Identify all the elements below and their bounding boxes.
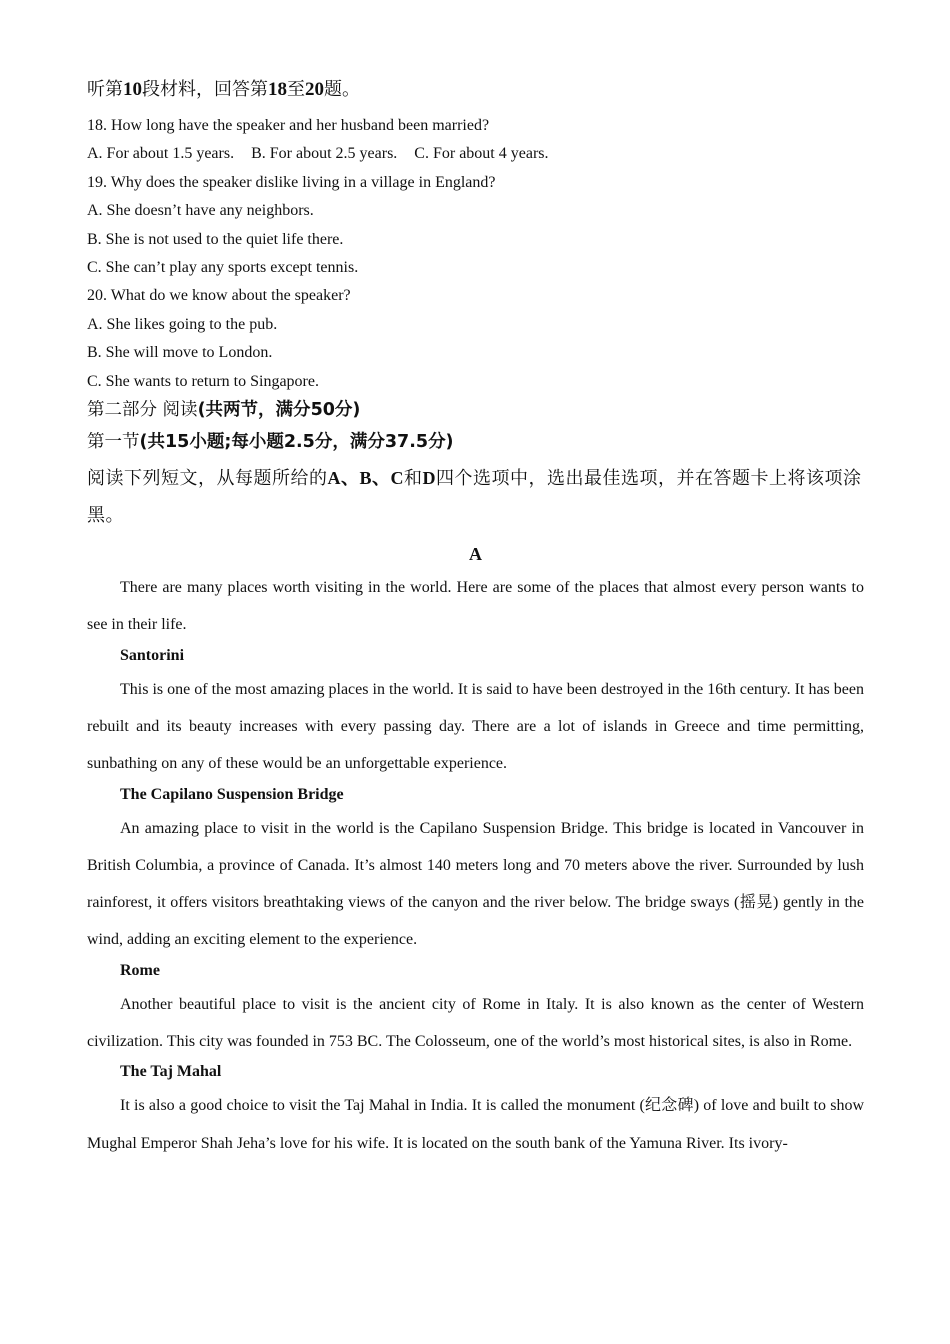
question-stem: 20. What do we know about the speaker?: [87, 287, 351, 305]
listening-heading: 听第10段材料，回答第18至20题。: [87, 79, 360, 100]
option-b[interactable]: B. She will move to London.: [87, 344, 273, 362]
question-stem: 19. Why does the speaker dislike living in a village in England?: [87, 173, 496, 191]
option-a[interactable]: A. She doesn’t have any neighbors.: [87, 202, 314, 220]
place-heading-taj-mahal: The Taj Mahal: [120, 1063, 222, 1081]
option-b[interactable]: B. She is not used to the quiet life there.: [87, 230, 344, 248]
reading-instruction: 阅读下列短文，从每题所给的A、B、C和D四个选项中，选出最佳选项，并在答题卡上将该项涂黑。: [87, 468, 862, 527]
passage-letter: A: [469, 544, 482, 565]
place-heading-santorini: Santorini: [120, 646, 185, 664]
question-19: [87, 169, 864, 283]
option-row: [87, 140, 864, 168]
passage-intro: There are many places worth visiting in the world. Here are some of the places that almost every person wants to see in their life.: [87, 579, 864, 634]
option-b[interactable]: B. For about 2.5 years.: [251, 145, 398, 163]
question-18: [87, 112, 864, 169]
question-stem: 18. How long have the speaker and her husband been married?: [87, 117, 490, 134]
document-page: [87, 78, 864, 1162]
option-a[interactable]: A. She likes going to the pub.: [87, 315, 278, 333]
question-20: [87, 282, 864, 396]
option-c[interactable]: C. For about 4 years.: [414, 145, 549, 163]
section-title: 第一节(共15小题;每小题2.5分，满分37.5分): [87, 432, 454, 453]
place-text-taj-mahal: It is also a good choice to visit the Taj Mahal in India. It is called the monument (纪念碑) of love and built to show Mughal Emperor Shah Jeha’s love for his wife. It is located on the south bank of the Yamuna River. Its ivory-: [87, 1097, 864, 1152]
option-a[interactable]: A. For about 1.5 years.: [87, 145, 235, 163]
place-heading-capilano: The Capilano Suspension Bridge: [120, 785, 344, 803]
place-text-santorini: This is one of the most amazing places in the world. It is said to have been destroyed in the 16th century. It has been rebuilt and its beauty increases with every passing day. There are a lot of islands in Greece and time permitting, sunbathing on any of these would be an unforgettable experience.: [87, 680, 864, 773]
place-heading-rome: Rome: [120, 961, 160, 979]
part-title: 第二部分 阅读(共两节，满分50分): [87, 400, 361, 421]
place-text-rome: Another beautiful place to visit is the ancient city of Rome in Italy. It is also known as the center of Western civilization. This city was founded in 753 BC. The Colosseum, one of the world’s most historical sites, is also in Rome.: [87, 995, 864, 1051]
option-c[interactable]: C. She can’t play any sports except tennis.: [87, 259, 359, 277]
option-c[interactable]: C. She wants to return to Singapore.: [87, 372, 319, 390]
place-text-capilano: An amazing place to visit in the world is the Capilano Suspension Bridge. This bridge is located in Vancouver in British Columbia, a province of Canada. It’s almost 140 meters long and 70 meters above the river. Surrounded by lush rainforest, it offers visitors breathtaking views of the canyon and the river below. The bridge sways (摇晃) gently in the wind, adding an exciting element to the experience.: [87, 819, 864, 949]
